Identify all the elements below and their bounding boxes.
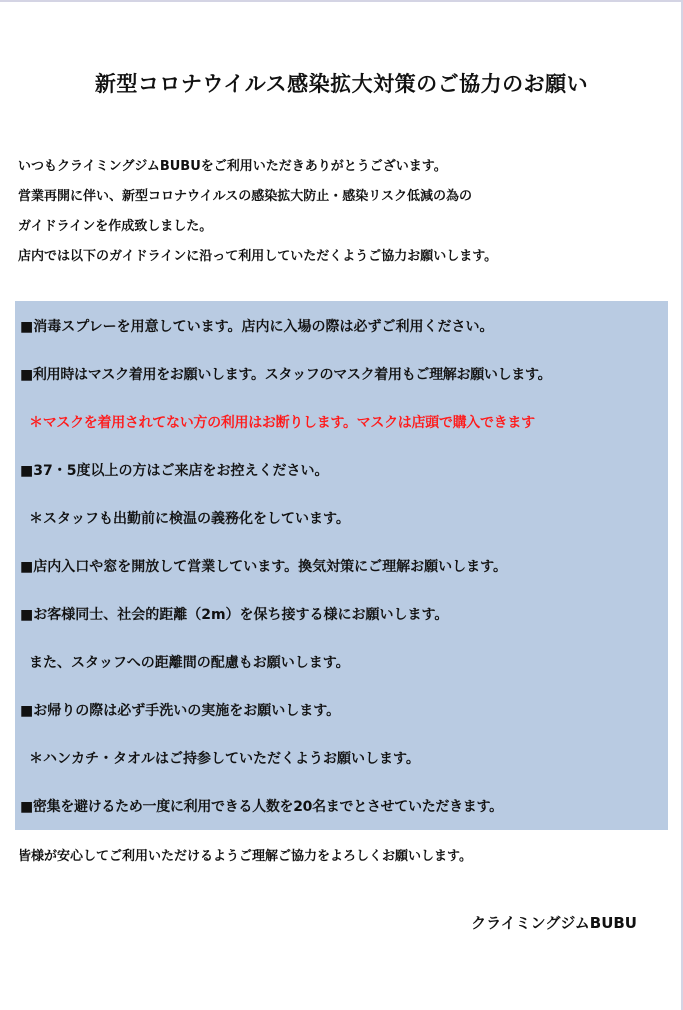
guideline-distance: ■お客様同士、社会的距離（2m）を保ち接する様にお願いします。 [20, 607, 449, 623]
guideline-capacity: ■密集を避けるため一度に利用できる人数を20名までとさせていただきます。 [20, 799, 503, 815]
guideline-handwashing: ■お帰りの際は必ず手洗いの実施をお願いします。 [20, 703, 341, 719]
intro-line: ガイドラインを作成致しました。 [18, 219, 213, 234]
notice-title: 新型コロナウイルス感染拡大対策のご協力のお願い [94, 72, 589, 96]
guideline-staff-temperature: ＊スタッフも出勤前に検温の義務化をしています。 [29, 511, 350, 527]
intro-line: 営業再開に伴い、新型コロナウイルスの感染拡大防止・感染リスク低減の為の [18, 189, 472, 204]
guidelines-panel [15, 301, 668, 830]
guideline-disinfectant: ■消毒スプレーを用意しています。店内に入場の際は必ずご利用ください。 [20, 319, 494, 335]
gym-signature: クライミングジムBUBU [471, 914, 637, 932]
guideline-mask: ■利用時はマスク着用をお願いします。スタッフのマスク着用もご理解お願いします。 [20, 367, 552, 383]
intro-line: 店内では以下のガイドラインに沿って利用していただくようご協力お願いします。 [18, 249, 498, 264]
guideline-ventilation: ■店内入口や窓を開放して営業しています。換気対策にご理解お願いします。 [20, 559, 507, 575]
intro-section [18, 152, 668, 272]
guideline-towel: ＊ハンカチ・タオルはご持参していただくようお願いします。 [29, 751, 420, 767]
guideline-mask-warning: ＊マスクを着用されてない方の利用はお断りします。マスクは店頭で購入できます [29, 415, 535, 431]
closing-message: 皆様が安心してご利用いただけるようご理解ご協力をよろしくお願いします。 [18, 849, 472, 864]
guideline-staff-distance: また、スタッフへの距離間の配慮もお願いします。 [29, 655, 350, 671]
guideline-temperature: ■37・5度以上の方はご来店をお控えください。 [20, 463, 329, 479]
intro-line: いつもクライミングジムBUBUをご利用いただきありがとうございます。 [18, 159, 447, 174]
